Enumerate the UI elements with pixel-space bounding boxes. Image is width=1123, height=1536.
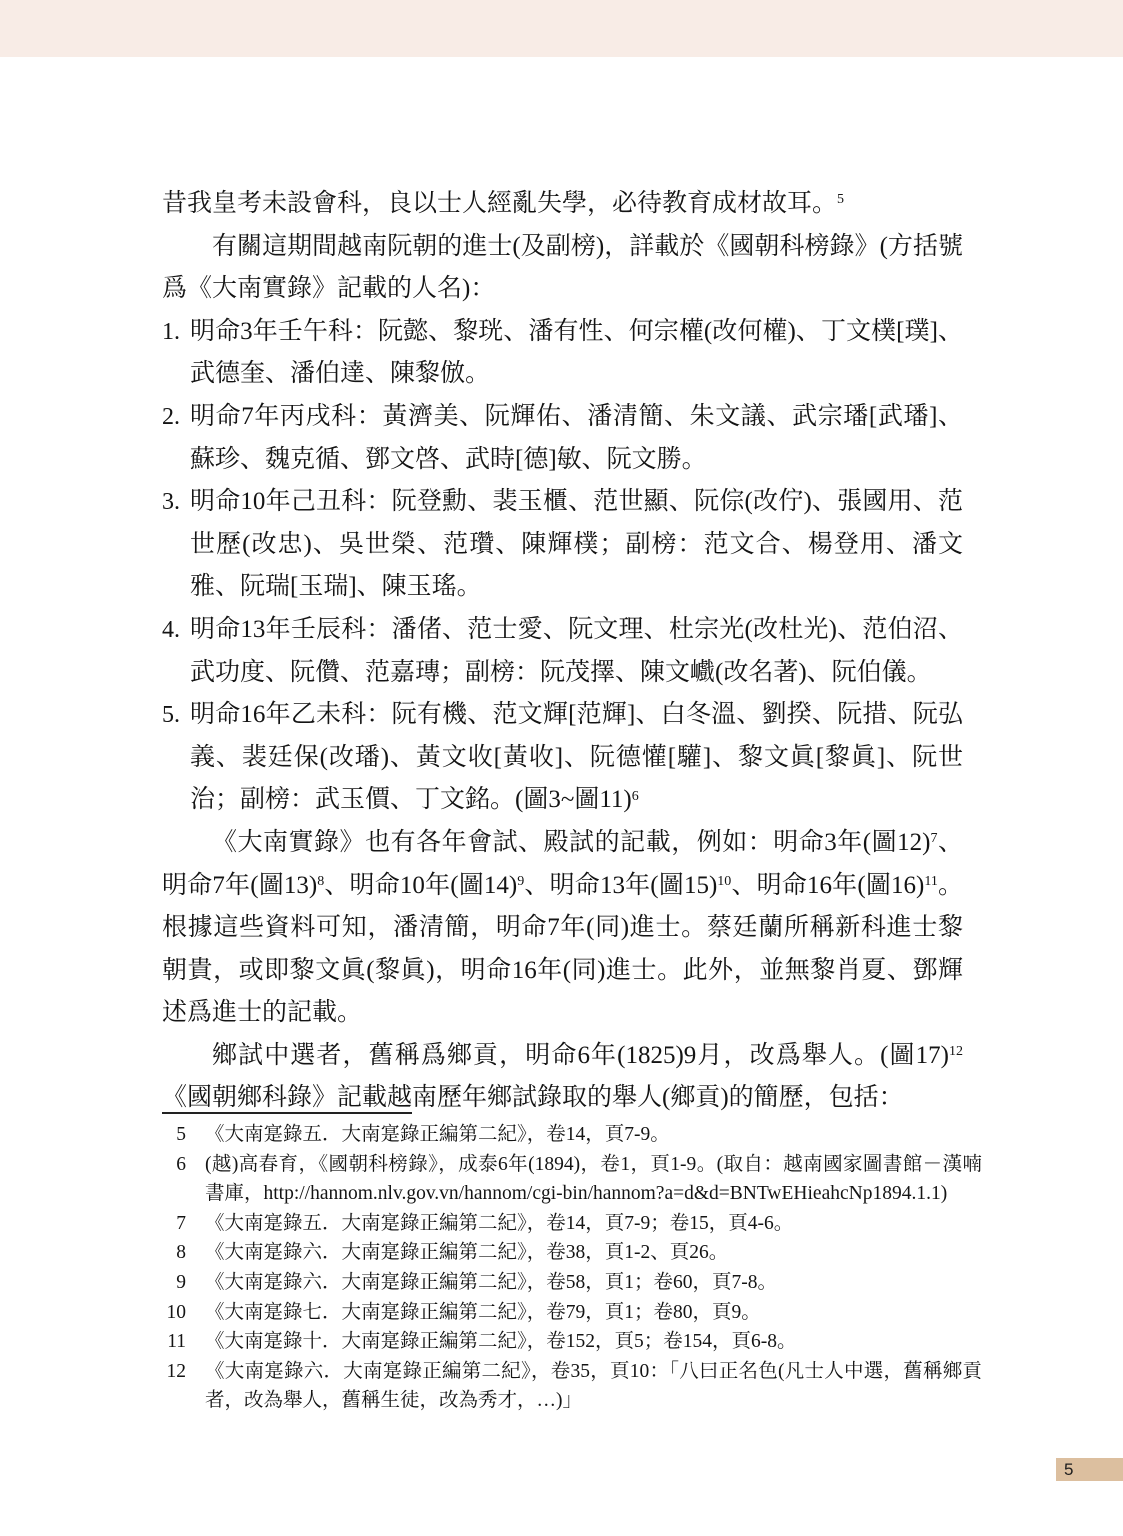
footnote-ref: 12 (949, 1044, 963, 1060)
exam-list-item (162, 396, 963, 481)
footnote-text: 《大南寔錄六．大南寔錄正編第二紀》，卷58，頁1；卷60，頁7-8。 (205, 1271, 777, 1293)
list-item-text: 明命3年壬午科：阮懿、黎珖、潘有性、何宗權(改何權)、丁文樸[璞]、武德奎、潘伯達、陳黎倣。 (190, 317, 963, 388)
footnotes-section (162, 1120, 982, 1416)
footnote (162, 1120, 982, 1150)
paragraph: 《大南實錄》也有各年會試、殿試的記載，例如：明命3年(圖12)$^7$、明命7年(圖13)$^8$、明命10年(圖14)$^9$、明命13年(圖15)$^{10}$、明命16年(圖16)$^{11}$。根據這些資料可知，潘清簡，明命7年(同)進士。蔡廷蘭所稱新科進士黎朝貴，或即黎文眞(黎眞)，明命16年(同)進士。此外，並無黎肖夏、鄧輝述爲進士的記載。 (162, 828, 964, 1027)
footnote-ref: 6 (631, 788, 639, 804)
footnote (162, 1209, 982, 1239)
footnote-separator (162, 1112, 412, 1114)
list-item-text: 明命7年丙戌科：黃濟美、阮輝佑、潘清簡、朱文議、武宗璠[武璠]、蘇珍、魏克循、鄧文啓、武時[德]敏、阮文勝。 (190, 402, 963, 473)
footnote-number: 11 (167, 1331, 186, 1353)
exam-list-item (162, 609, 963, 694)
list-item-text: 明命10年己丑科：阮登勳、裴玉櫃、范世顯、阮倧(改佇)、張國用、范世歷(改忠)、吳世榮、范瓚、陳輝樸；副榜：范文合、楊登用、潘文雅、阮瑞[玉瑞]、陳玉瑤。 (190, 488, 963, 601)
quote-paragraph: 昔我皇考未設會科，良以士人經亂失學，必待教育成材故耳。$^5$ (162, 190, 845, 217)
footnote-text: (越)高春育，《國朝科榜錄》，成泰6年(1894)，卷1，頁1-9。(取自：越南國家圖書館－漢喃書庫，http://hannom.nlv.gov.vn/hannom/cgi-bin/hannom?a=d&d=BNTwEHieahcNp1894.1.1) (205, 1153, 982, 1205)
exam-list-item (162, 694, 963, 822)
list-item-number: 4. (162, 616, 180, 643)
footnote-number: 5 (176, 1124, 186, 1145)
list-item-number: 3. (162, 489, 180, 516)
exam-list-item (162, 481, 963, 609)
list-item-text: 明命16年乙未科：阮有機、范文輝[范輝]、白冬溫、劉揆、阮措、阮弘義、裴廷保(改璠)、黃文收[黃收]、阮德懽[驩]、黎文眞[黎眞]、阮世治；副榜：武玉價、丁文銘。(圖3~圖11)$^6$ (190, 701, 963, 814)
footnote-number: 7 (176, 1212, 186, 1234)
footnote-ref: 5 (837, 192, 845, 208)
body-text (162, 183, 963, 1120)
footnote (162, 1268, 982, 1298)
footnote-number: 10 (166, 1301, 186, 1323)
footnote (162, 1327, 982, 1357)
footnote-ref: 11 (924, 873, 938, 889)
list-item-text: 明命13年壬辰科：潘偖、范士愛、阮文理、杜宗光(改杜光)、范伯沼、武功度、阮儹、范嘉瑼；副榜：阮茂擇、陳文巇(改名著)、阮伯儀。 (190, 615, 963, 686)
footnote-text: 《大南寔錄六．大南寔錄正編第二紀》，卷35，頁10：「八曰正名色(凡士人中選，舊稱鄉貢者，改為舉人，舊稱生徒，改為秀才，…)」 (205, 1360, 982, 1412)
paragraph: 鄉試中選者，舊稱爲鄉貢，明命6年(1825)9月，改爲舉人。(圖17)$^{12}$《國朝鄉科錄》記載越南歷年鄉試錄取的舉人(鄉貢)的簡歷，包括： (162, 1041, 963, 1112)
footnote-text: 《大南寔錄十．大南寔錄正編第二紀》，卷152，頁5；卷154，頁6-8。 (205, 1331, 797, 1353)
exam-list (162, 311, 963, 822)
footnote-text: 《大南寔錄七．大南寔錄正編第二紀》，卷79，頁1；卷80，頁9。 (205, 1301, 761, 1323)
footnote-ref: 8 (317, 873, 325, 889)
footnote-number: 9 (176, 1271, 186, 1293)
footnote-text: 《大南寔錄六．大南寔錄正編第二紀》，卷38，頁1-2、頁26。 (205, 1242, 729, 1264)
footnote-text: 《大南寔錄五．大南寔錄正編第二紀》，卷14，頁7-9。 (205, 1124, 670, 1145)
footnote-number: 8 (176, 1242, 186, 1264)
footnote (162, 1238, 982, 1268)
paragraph: 有關這期間越南阮朝的進士(及副榜)，詳載於《國朝科榜錄》(方括號爲《大南實錄》記載的人名)： (162, 232, 963, 303)
footnote-ref: 7 (930, 831, 938, 847)
list-item-number: 1. (162, 318, 180, 345)
footnote-ref: 9 (517, 873, 525, 889)
page-number: 5 (1064, 1460, 1074, 1479)
footnote (162, 1150, 982, 1209)
page-number-box (1056, 1458, 1123, 1481)
list-item-number: 2. (162, 403, 180, 430)
footnote-ref: 10 (717, 873, 732, 889)
footnote-number: 12 (166, 1360, 186, 1382)
header-band (0, 0, 1123, 57)
footnote (162, 1298, 982, 1328)
list-item-number: 5. (162, 702, 180, 729)
footnote-number: 6 (176, 1153, 186, 1175)
footnote-text: 《大南寔錄五．大南寔錄正編第二紀》，卷14，頁7-9；卷15，頁4-6。 (205, 1212, 794, 1234)
footnote (162, 1357, 982, 1416)
exam-list-item (162, 311, 963, 396)
